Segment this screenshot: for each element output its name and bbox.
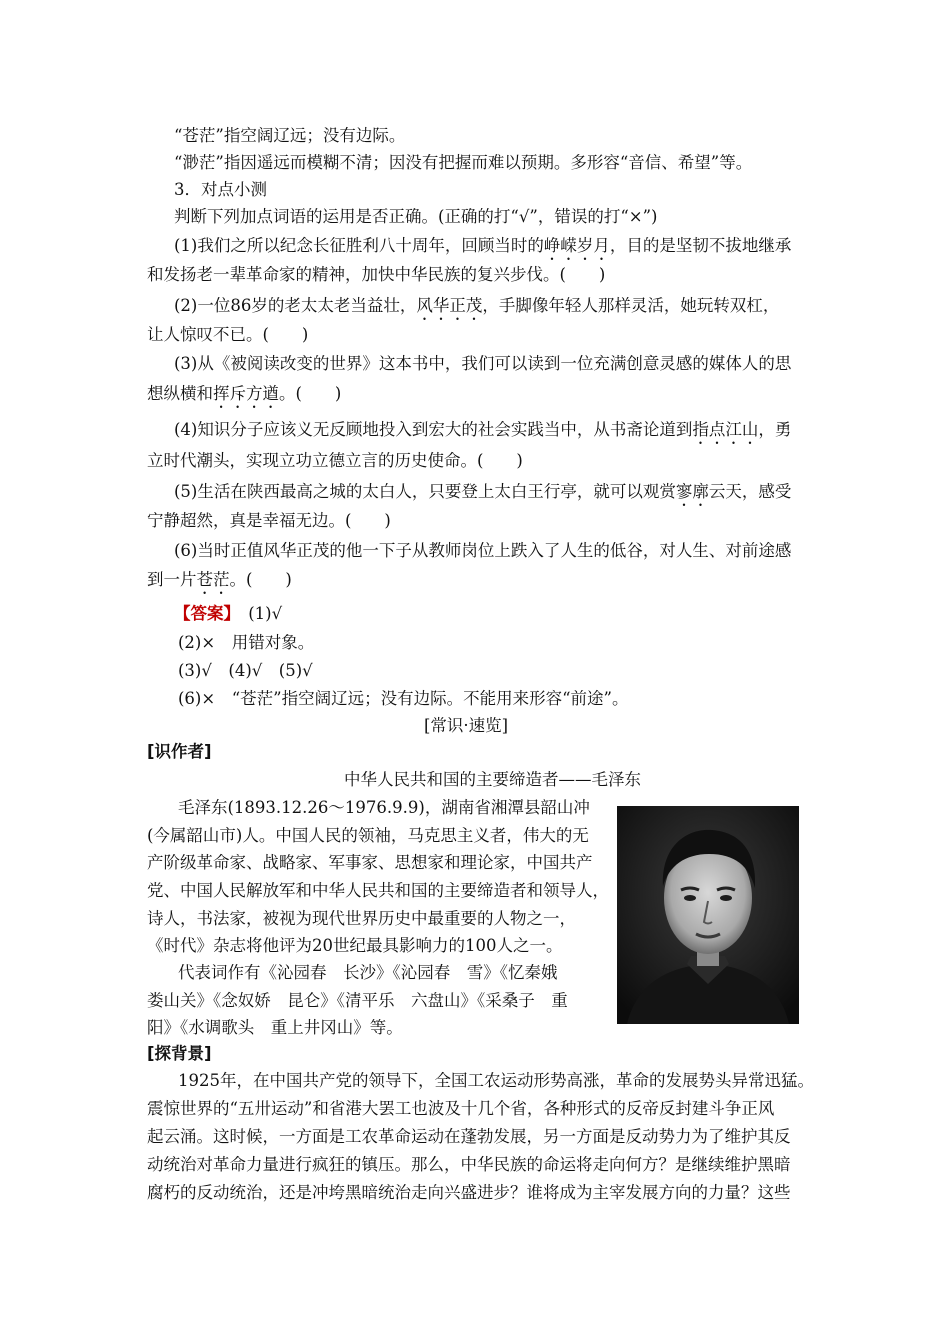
- background-line: 腐朽的反动统治，还是冲垮黑暗统治走向兴盛进步？谁将成为主宰发展方向的力量？这些: [147, 1183, 791, 1202]
- question-text: ，目的是坚韧不拔地继承: [609, 236, 792, 255]
- background-line: 动统治对革命力量进行疯狂的镇压。那么，中华民族的命运将走向何方？是继续维护黑暗: [147, 1155, 791, 1174]
- instruction-line: 判断下列加点词语的运用是否正确。(正确的打“√”，错误的打“×”): [174, 207, 658, 226]
- question-4-line-2: 立时代潮头，实现立功立德立言的历史使命。( ): [147, 451, 523, 470]
- question-text: (5)生活在陕西最高之城的太白人，只要登上太白王行亭，就可以观赏: [174, 482, 676, 501]
- question-text: (2)一位86岁的老太太老当益壮，: [174, 296, 417, 315]
- question-text: ，勇: [758, 420, 792, 439]
- question-text: 。( ): [229, 570, 292, 589]
- bio-line: 党、中国人民解放军和中华人民共和国的主要缔造者和领导人，: [147, 881, 609, 900]
- bio-line: 《时代》杂志将他评为20世纪最具影响力的100人之一。: [147, 936, 563, 955]
- question-2-line-1: [174, 296, 779, 324]
- question-1-line-2: 和发扬老一辈革命家的精神，加快中华民族的复兴步伐。( ): [147, 265, 606, 284]
- bio-line: 毛泽东(1893.12.26～1976.9.9)，湖南省湘潭县韶山冲: [178, 798, 590, 817]
- dotted-word: 指点江山: [692, 420, 759, 439]
- question-6-line-2: [147, 570, 292, 598]
- dotted-word: 挥斥方遒: [213, 384, 279, 403]
- question-3-line-1: (3)从《被阅读改变的世界》这本书中，我们可以读到一位充满创意灵感的媒体人的思: [174, 354, 792, 373]
- question-text: 。( ): [279, 384, 342, 403]
- bio-line: 产阶级革命家、战略家、军事家、思想家和理论家，中国共产: [147, 853, 593, 872]
- question-5-line-2: 宁静超然，真是幸福无边。( ): [147, 511, 391, 530]
- tag-author: [识作者]: [147, 742, 212, 761]
- background-line: 起云涌。这时候，一方面是工农革命运动在蓬勃发展，另一方面是反动势力为了维护其反: [147, 1127, 791, 1146]
- question-1-line-1: [174, 236, 791, 264]
- bio-line: (今属韶山市)人。中国人民的领袖，马克思主义者，伟大的无: [147, 826, 589, 845]
- question-text: (1)我们之所以纪念长征胜利八十周年，回顾当时的: [174, 236, 544, 255]
- portrait-illustration: [617, 806, 799, 1024]
- bio-line: 代表词作有《沁园春 长沙》《沁园春 雪》《忆秦娥: [178, 963, 558, 982]
- question-4-line-1: [174, 420, 791, 448]
- question-text: 到一片: [147, 570, 197, 589]
- question-text: 想纵横和: [147, 384, 213, 403]
- question-text: 云天，感受: [708, 482, 792, 501]
- bio-line: 阳》《水调歌头 重上井冈山》等。: [147, 1018, 403, 1037]
- section-heading: [常识·速览]: [424, 716, 509, 735]
- text-line: “苍茫”指空阔辽远；没有边际。: [174, 126, 406, 145]
- answer-line: (6)× “苍茫”指空阔辽远；没有边际。不能用来形容“前途”。: [178, 689, 629, 708]
- tag-background: [探背景]: [147, 1044, 212, 1063]
- question-2-line-2: 让人惊叹不已。( ): [147, 325, 309, 344]
- question-text: ，手脚像年轻人那样灵活，她玩转双杠，: [482, 296, 780, 315]
- background-line: 1925年，在中国共产党的领导下，全国工农运动形势高涨，革命的发展势头异常迅猛。: [178, 1071, 814, 1090]
- text-line: “渺茫”指因遥远而模糊不清；因没有把握而难以预期。多形容“音信、希望”等。: [174, 153, 753, 172]
- dotted-word: 风华正茂: [416, 296, 483, 315]
- answer-line: [174, 604, 282, 624]
- answer-line: (2)× 用错对象。: [178, 633, 315, 652]
- answer-label: 【答案】: [174, 604, 232, 623]
- dotted-word: 寥廓: [675, 482, 709, 501]
- question-6-line-1: (6)当时正值风华正茂的他一下子从教师岗位上跌入了人生的低谷，对人生、对前途感: [174, 541, 792, 560]
- answer-line: (3)√ (4)√ (5)√: [178, 661, 313, 680]
- dotted-word: 峥嵘岁月: [543, 236, 610, 255]
- question-3-line-2: [147, 384, 341, 412]
- subsection-heading: 3．对点小测: [174, 180, 267, 199]
- answer-text: (1)√: [248, 604, 283, 623]
- bio-title: 中华人民共和国的主要缔造者——毛泽东: [344, 770, 641, 789]
- question-5-line-1: [174, 482, 791, 510]
- dotted-word: 苍茫: [196, 570, 230, 589]
- bio-line: 娄山关》《念奴娇 昆仑》《清平乐 六盘山》《采桑子 重: [147, 991, 568, 1010]
- question-text: (4)知识分子应该义无反顾地投入到宏大的社会实践当中，从书斋论道到: [174, 420, 693, 439]
- portrait-photo: [617, 806, 799, 1024]
- bio-line: 诗人，书法家，被视为现代世界历史中最重要的人物之一，: [147, 909, 576, 928]
- background-line: 震惊世界的“五卅运动”和省港大罢工也波及十几个省，各种形式的反帝反封建斗争正风: [147, 1099, 775, 1118]
